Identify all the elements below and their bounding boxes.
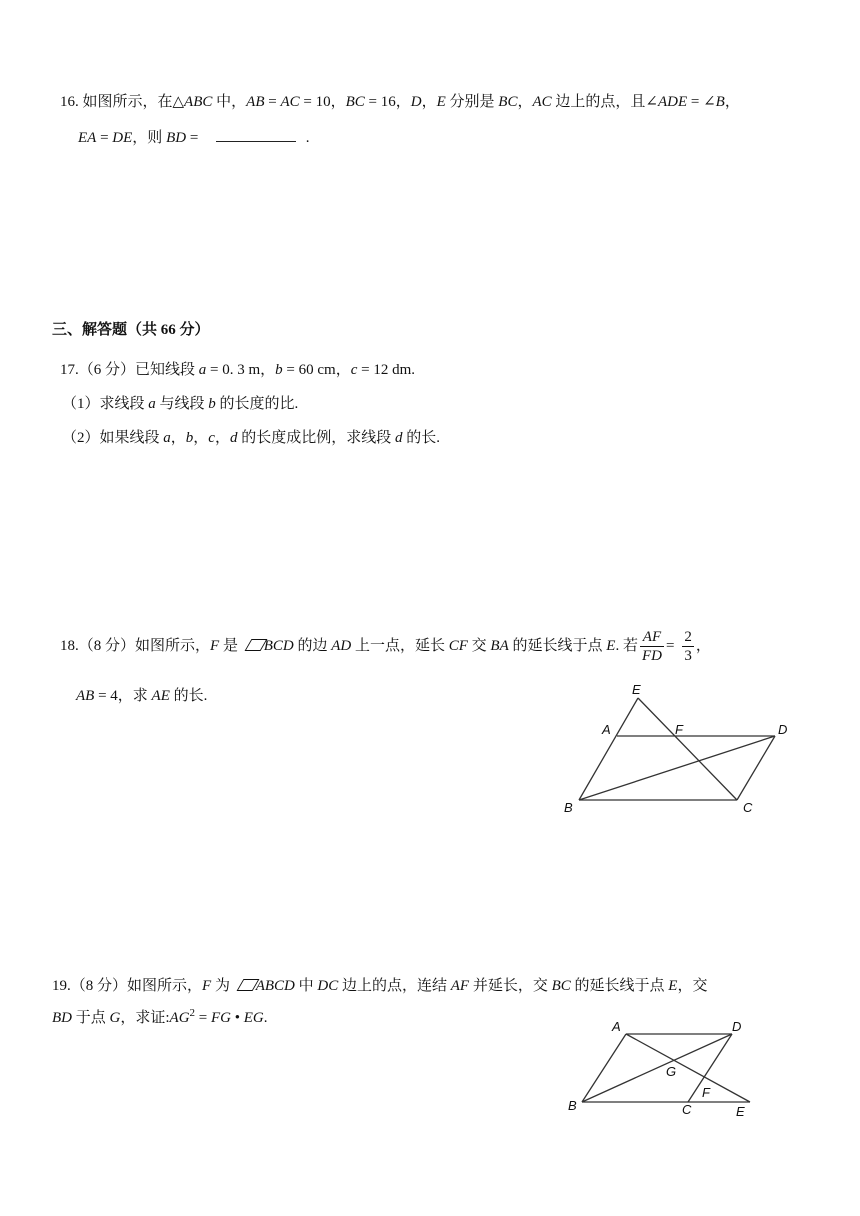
segment-ae — [626, 1034, 750, 1102]
answer-blank[interactable] — [216, 127, 296, 142]
q17-line1: 17.（6 分）已知线段 a = 0. 3 m，b = 60 cm，c = 12 dm. — [60, 362, 416, 378]
fraction-2-3: $\frac{2}{3}$ — [684, 629, 692, 665]
q17-part2: （2）如果线段 a，b，c，d 的长度成比例，求线段 d 的长. — [62, 430, 441, 446]
label-C: C — [743, 800, 753, 815]
q18-line1: 18.（8 分）如图所示，F 是 BCD 的边 AD 上一点，延长 CF 交 BA 的延长线于点 E. 若 $\frac{AF}{FD}$ = $\frac{2}{3}$ ， — [60, 629, 711, 665]
fraction-af-fd: $\frac{AF}{FD}$ — [641, 629, 662, 665]
label-C: C — [682, 1102, 692, 1117]
segment-eb — [579, 698, 638, 800]
label-F: F — [702, 1085, 710, 1100]
label-F: F — [675, 722, 683, 737]
section-title: 三、解答题（共 66 分） — [52, 322, 210, 338]
label-E: E — [736, 1104, 745, 1119]
q19-line2: BD 于点 G，求证$:AG^2$ = FG • EG. — [52, 1007, 268, 1026]
segment-dc — [737, 736, 775, 800]
q18-figure — [560, 680, 800, 820]
label-A: A — [602, 722, 611, 737]
label-D: D — [778, 722, 788, 737]
label-E: E — [632, 682, 641, 697]
q19-figure — [560, 1014, 770, 1124]
q16-line2: EA = DE，则 BD = . — [78, 126, 310, 147]
label-G: G — [666, 1064, 677, 1079]
q16-line1: 16. 如图所示，在△ABC 中，AB = AC = 10，BC = 16，D，E 分别是 BC，AC 边上的点，且∠ADE = ∠B， — [60, 94, 740, 110]
q19-line1: 19.（8 分）如图所示，F 为 ABCD 中 DC 边上的点，连结 AF 并延长，交 BC 的延长线于点 E，交 — [52, 978, 708, 994]
label-B: B — [564, 800, 573, 815]
segment-ec — [638, 698, 737, 800]
label-D: D — [732, 1019, 742, 1034]
label-A: A — [612, 1019, 621, 1034]
segment-bd — [579, 736, 775, 800]
q18-line2: AB = 4，求 AE 的长. — [76, 688, 208, 704]
label-B: B — [568, 1098, 577, 1113]
q17-part1: （1）求线段 a 与线段 b 的长度的比. — [62, 396, 299, 412]
